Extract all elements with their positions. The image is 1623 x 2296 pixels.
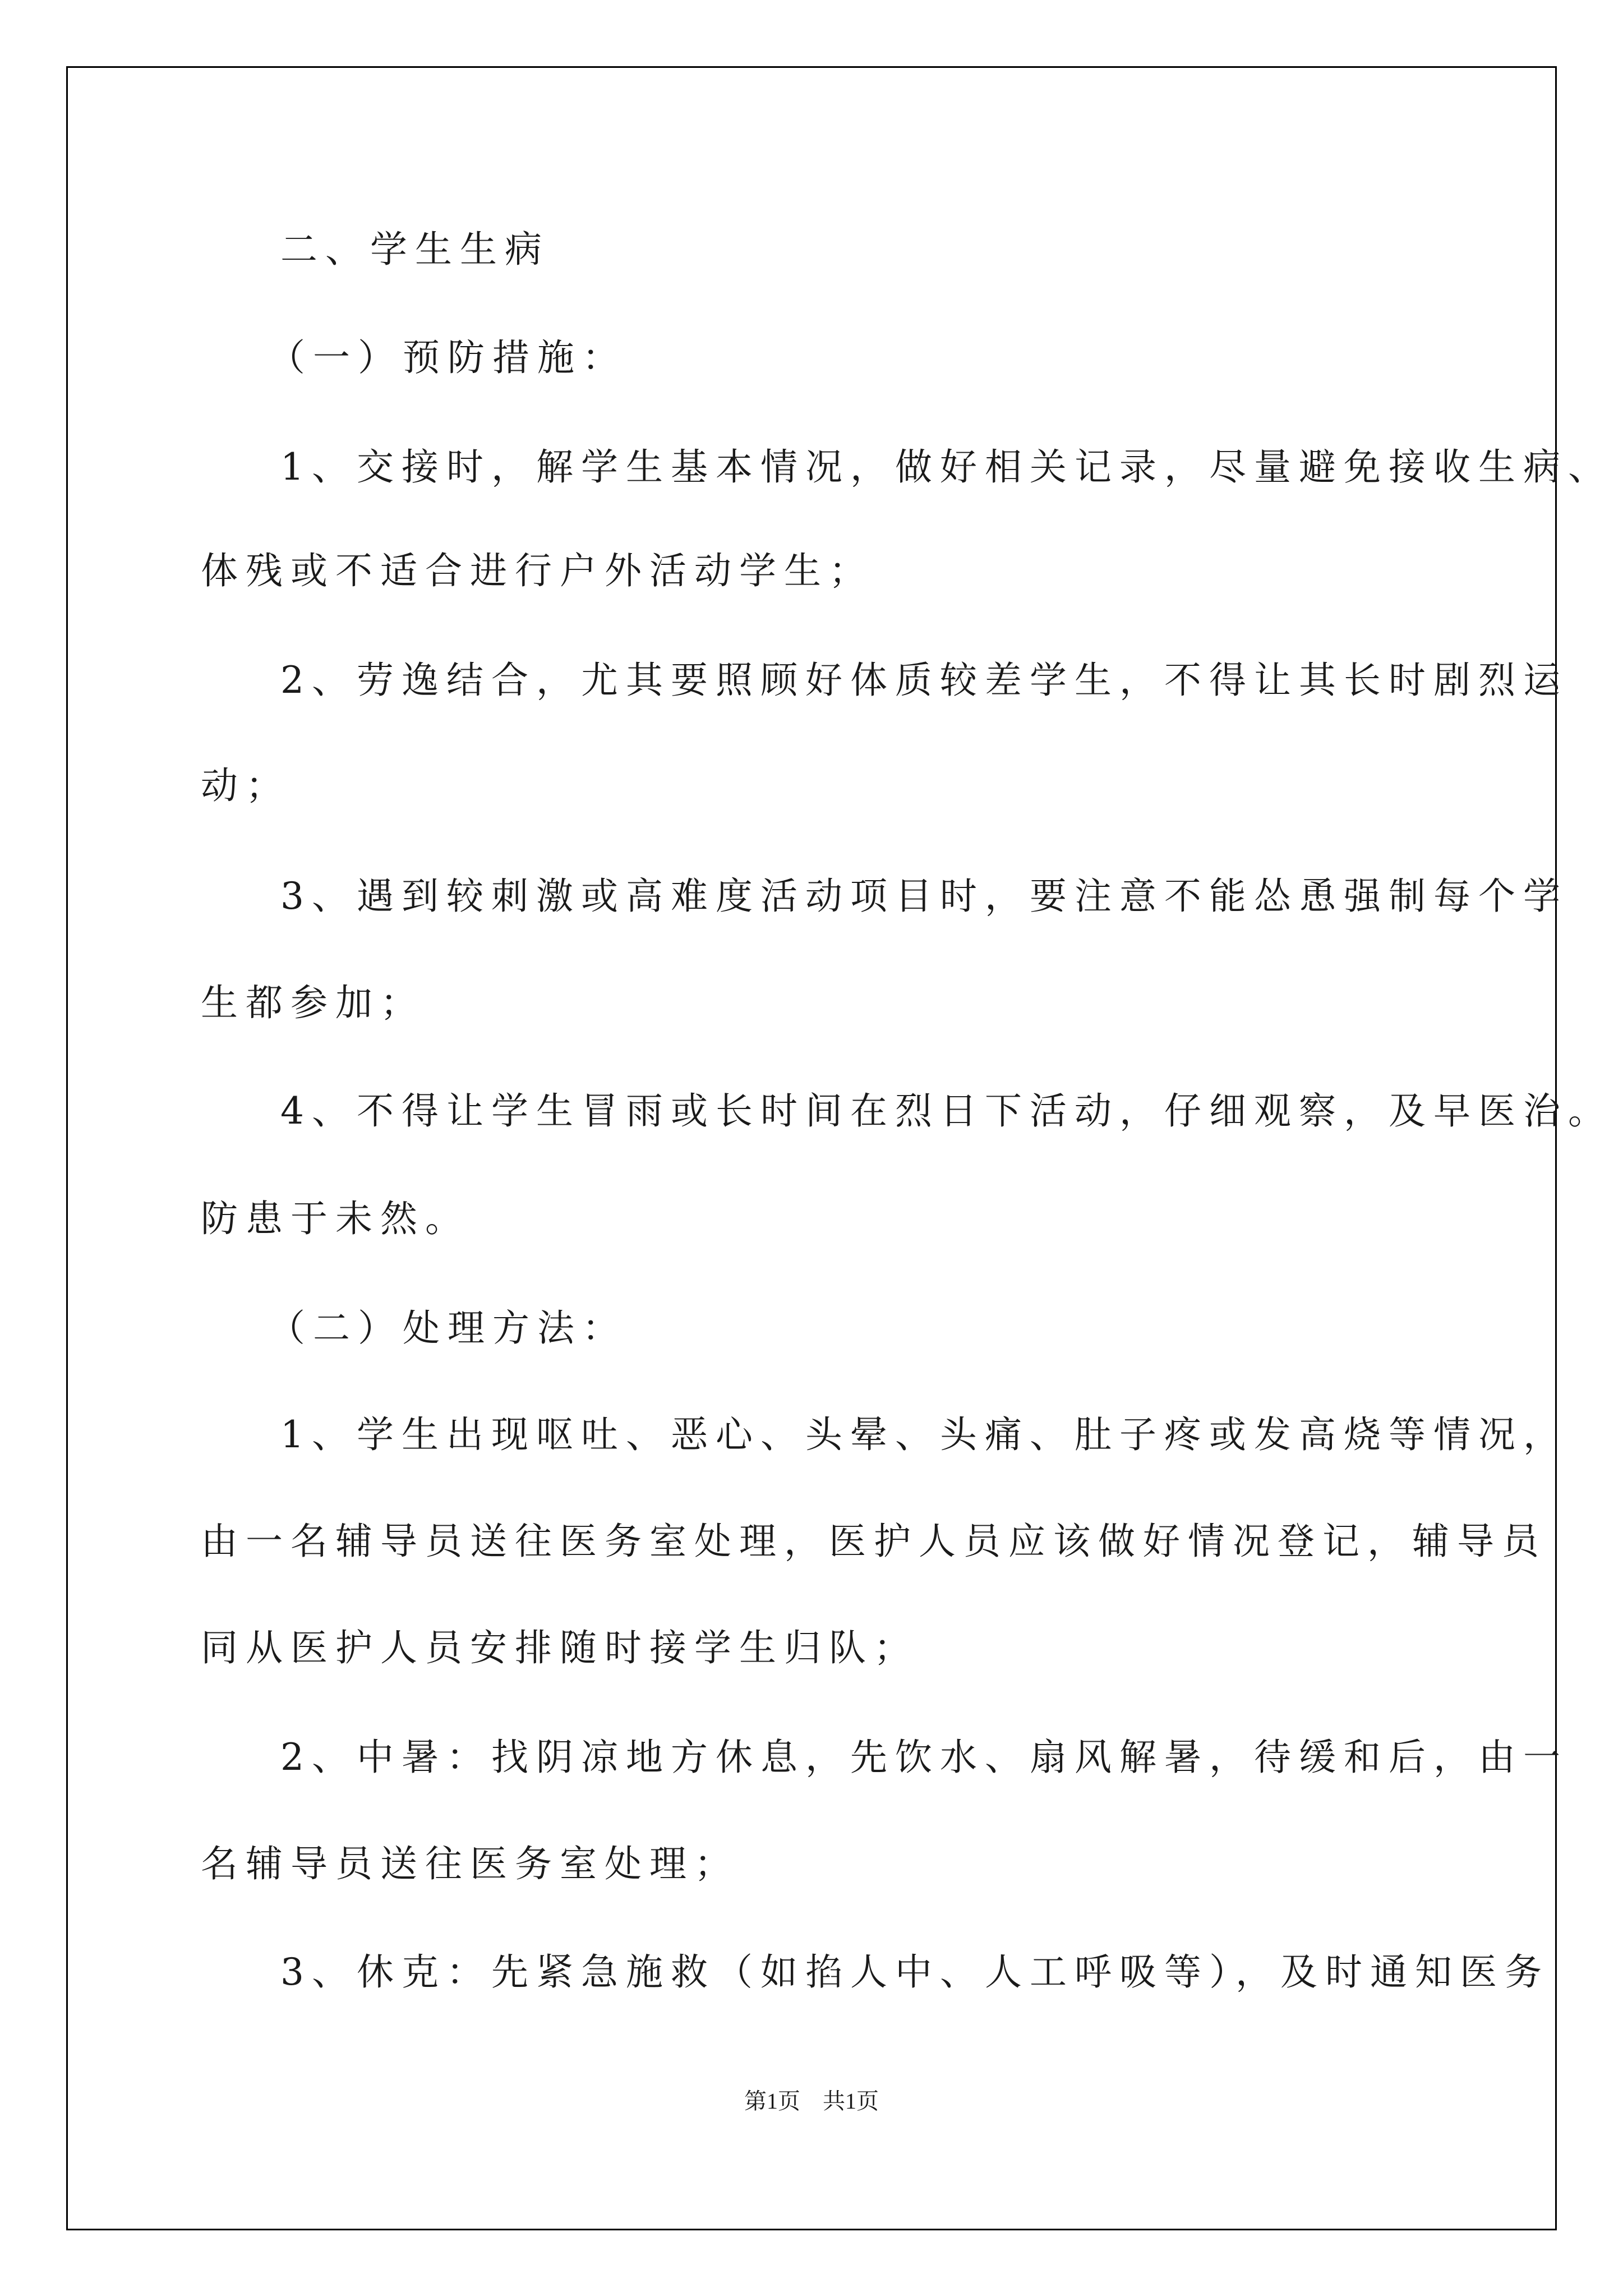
paragraph-line: 名辅导员送往医务室处理； [201, 1842, 739, 1885]
paragraph-line: 1、学生出现呕吐、恶心、头晕、头痛、肚子疼或发高烧等情况， [280, 1413, 1568, 1456]
paragraph-line: 同从医护人员安排随时接学生归队； [201, 1626, 919, 1669]
paragraph-line: 体残或不适合进行户外活动学生； [201, 549, 874, 592]
paragraph-line: 3、休克：先紧急施救（如掐人中、人工呼吸等），及时通知医务 [280, 1950, 1550, 1994]
page-border [66, 66, 1557, 2230]
paragraph-line: 2、中暑：找阴凉地方休息，先饮水、扇风解暑，待缓和后，由一 [280, 1736, 1568, 1779]
paragraph-line: 1、交接时，解学生基本情况，做好相关记录，尽量避免接收生病、 [280, 445, 1613, 489]
paragraph-line: 生都参加； [201, 981, 425, 1024]
paragraph-line: 由一名辅导员送往医务室处理，医护人员应该做好情况登记，辅导员 [201, 1520, 1547, 1563]
paragraph-line: 4、不得让学生冒雨或长时间在烈日下活动，仔细观察，及早医治。 [280, 1089, 1613, 1133]
page-footer: 第1页 共1页 [744, 2088, 879, 2114]
paragraph-line: 防患于未然。 [201, 1197, 470, 1240]
paragraph-line: 3、遇到较刺激或高难度活动项目时，要注意不能怂恿强制每个学 [280, 875, 1568, 918]
subsection-heading: （一）预防措施： [268, 336, 627, 379]
paragraph-line: 动； [201, 764, 291, 807]
section-heading: 二、学生生病 [280, 228, 550, 271]
subsection-heading: （二）处理方法： [268, 1306, 627, 1350]
paragraph-line: 2、劳逸结合，尤其要照顾好体质较差学生，不得让其长时剧烈运 [280, 659, 1568, 702]
